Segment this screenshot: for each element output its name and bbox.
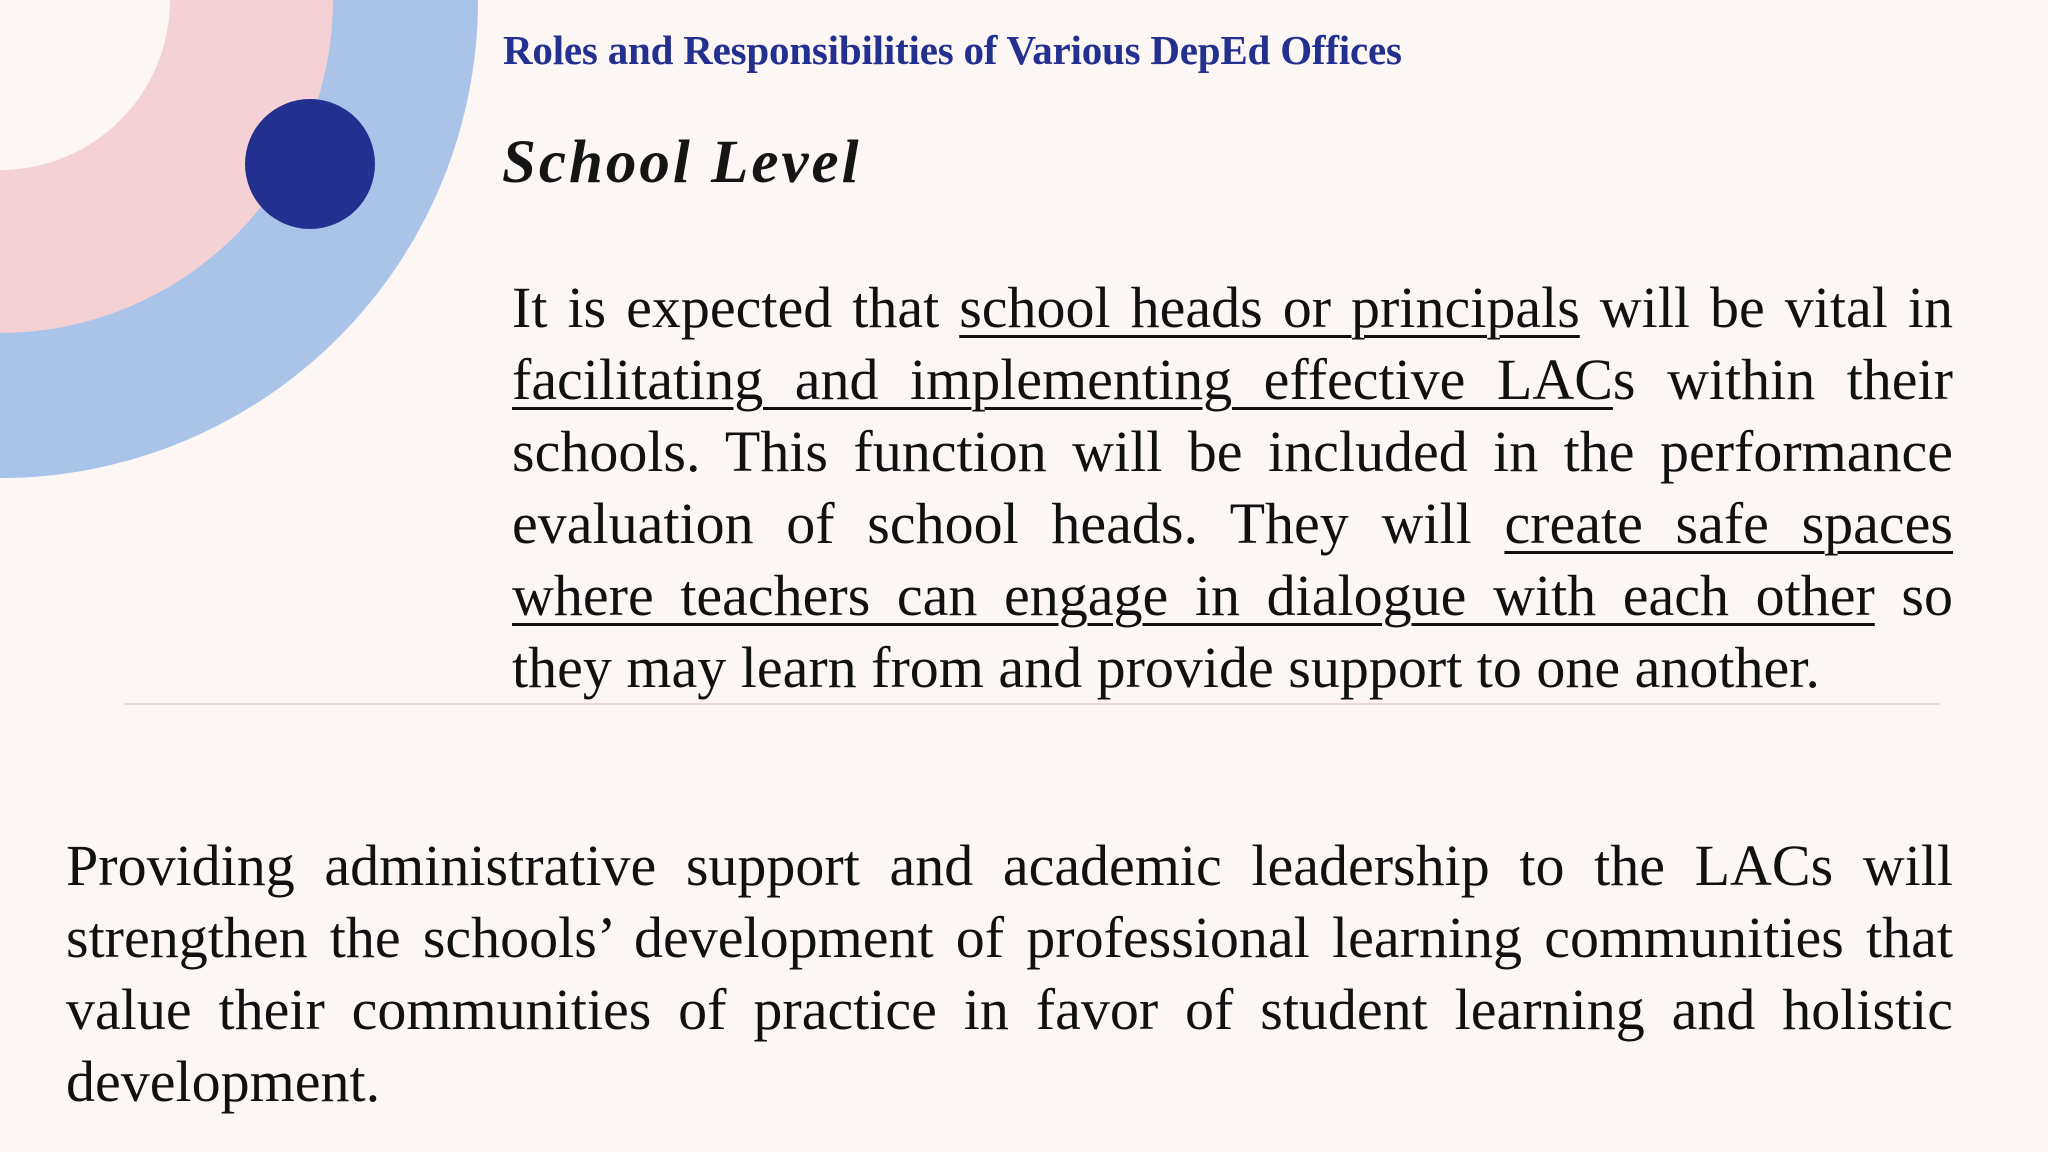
para1-text-2: will be vital in — [1579, 275, 1953, 340]
divider-line — [124, 703, 1940, 705]
para1-text-4: so they may learn from and provide support to one another. — [512, 563, 1953, 700]
para1-underline-facilitating: facilitating and implementing effective LAC — [512, 347, 1613, 412]
section-title: School Level — [502, 129, 862, 196]
navy-dot-icon — [245, 99, 375, 229]
para1-text-1: It is expected that — [512, 275, 960, 340]
para1-underline-safe-spaces: create safe spaces where teachers can engage in dialogue with each other — [512, 491, 1953, 628]
school-level-paragraph — [512, 272, 1953, 704]
page-header-title: Roles and Responsibilities of Various DepEd Offices — [503, 27, 1402, 73]
decorative-arcs-icon — [0, 0, 520, 520]
para1-underline-school-heads: school heads or principals — [959, 275, 1580, 340]
para1-text-3: s within their schools. This function will be included in the performance evaluation of school heads. They will — [512, 347, 1953, 556]
administrative-support-paragraph: Providing administrative support and academic leadership to the LACs will strengthen the schools’ development of professional learning communities that value their communities of practice in favor of student learning and holistic development. — [66, 833, 1953, 1114]
